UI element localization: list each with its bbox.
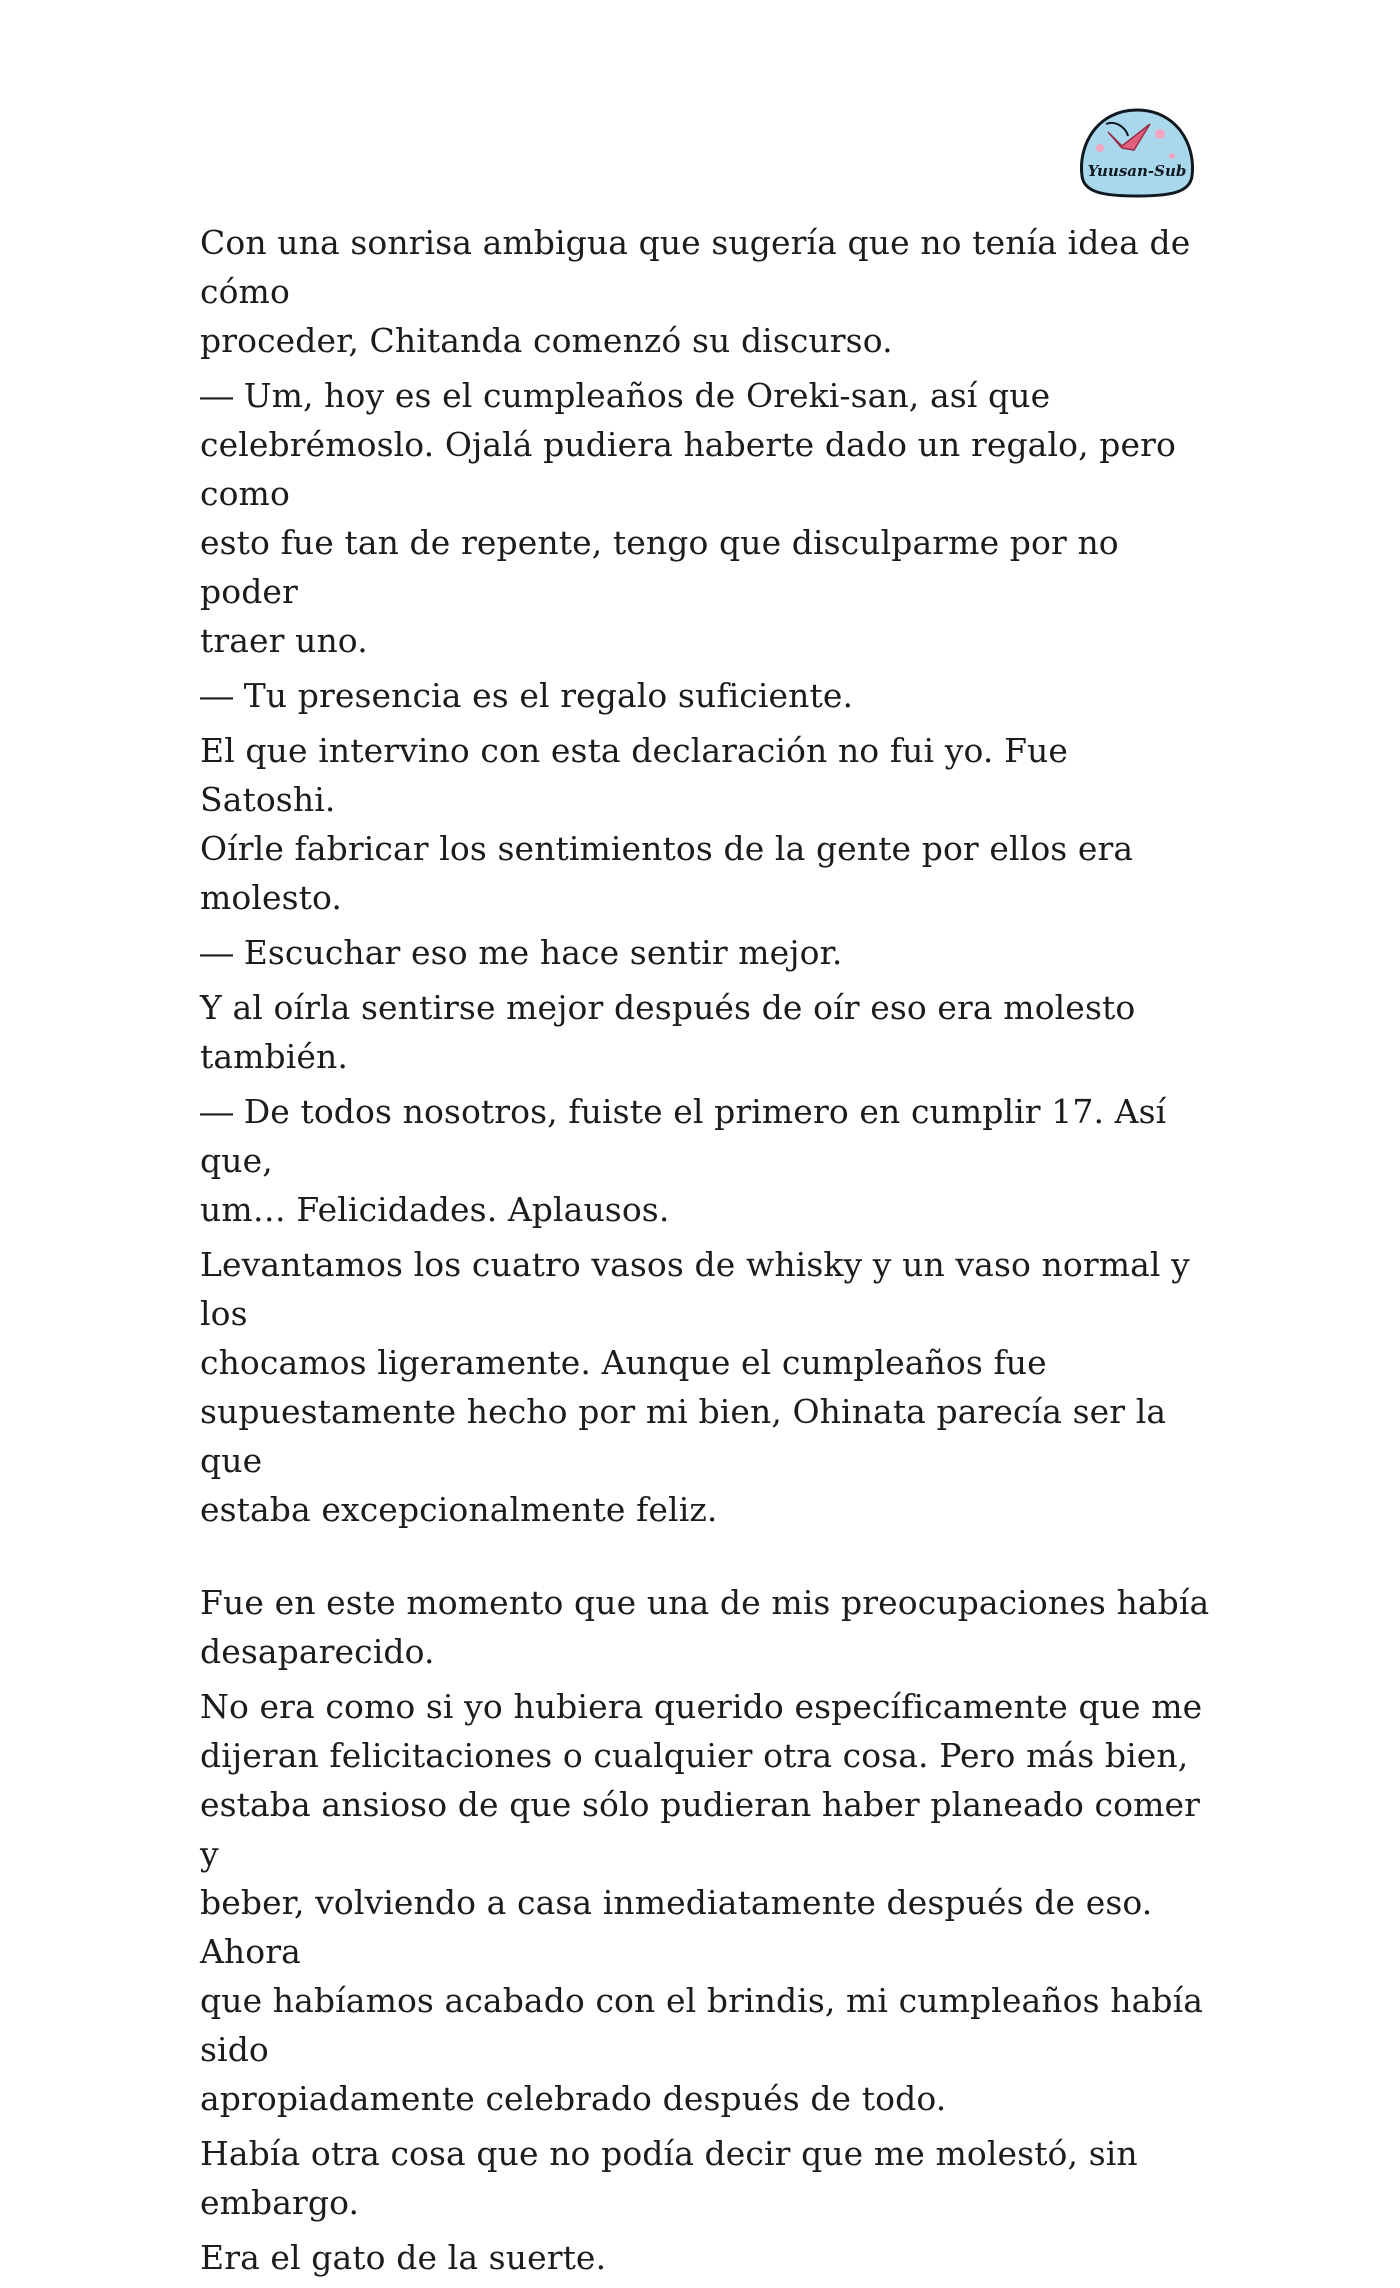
paragraph-narration: Había otra cosa que no podía decir que me molestó, sin embargo. [200, 2134, 1138, 2222]
paragraph-narration: Fue en este momento que una de mis preocupaciones había desaparecido. [200, 1583, 1210, 1671]
yuusan-sub-logo [1076, 104, 1198, 200]
paragraph-narration: No era como si yo hubiera querido específicamente que me dijeran felicitaciones o cualquier otra cosa. Pero más bien, estaba ansioso de que sólo pudieran haber planeado comer y beber, volviendo a casa inmediatamente después de eso. Ahora que habíamos acabado con el brindis, mi cumpleaños había sido apropiadamente celebrado después de todo. [200, 1687, 1204, 2118]
paragraph-narration: El que intervino con esta declaración no fui yo. Fue Satoshi. Oírle fabricar los sentimientos de la gente por ellos era molesto. [200, 731, 1134, 917]
paragraph-narration: Y al oírla sentirse mejor después de oír eso era molesto también. [200, 988, 1136, 1076]
paragraph-narration: Con una sonrisa ambigua que sugería que no tenía idea de cómo proceder, Chitanda comenzó su discurso. [200, 223, 1191, 360]
paragraph-dialogue: ― Tu presencia es el regalo suficiente. [200, 676, 854, 715]
paragraph-dialogue: ― Escuchar eso me hace sentir mejor. [200, 933, 843, 972]
logo-badge-icon [1076, 104, 1198, 200]
paragraph-narration: Levantamos los cuatro vasos de whisky y un vaso normal y los chocamos ligeramente. Aunque el cumpleaños fue supuestamente hecho por mi bien, Ohinata parecía ser la que estaba excepcionalmente feliz. [200, 1245, 1190, 1529]
paragraph-dialogue: ― De todos nosotros, fuiste el primero en cumplir 17. Así que, um… Felicidades. Aplausos. [200, 1092, 1167, 1229]
page-body-text [200, 218, 1210, 2288]
paragraph-dialogue: ― Um, hoy es el cumpleaños de Oreki-san, así que celebrémoslo. Ojalá pudiera haberte dado un regalo, pero como esto fue tan de repente, tengo que disculparme por no poder traer uno. [200, 376, 1176, 660]
logo-text: Yuusan-Sub [1087, 162, 1187, 180]
paragraph-narration: Era el gato de la suerte. [200, 2238, 607, 2277]
